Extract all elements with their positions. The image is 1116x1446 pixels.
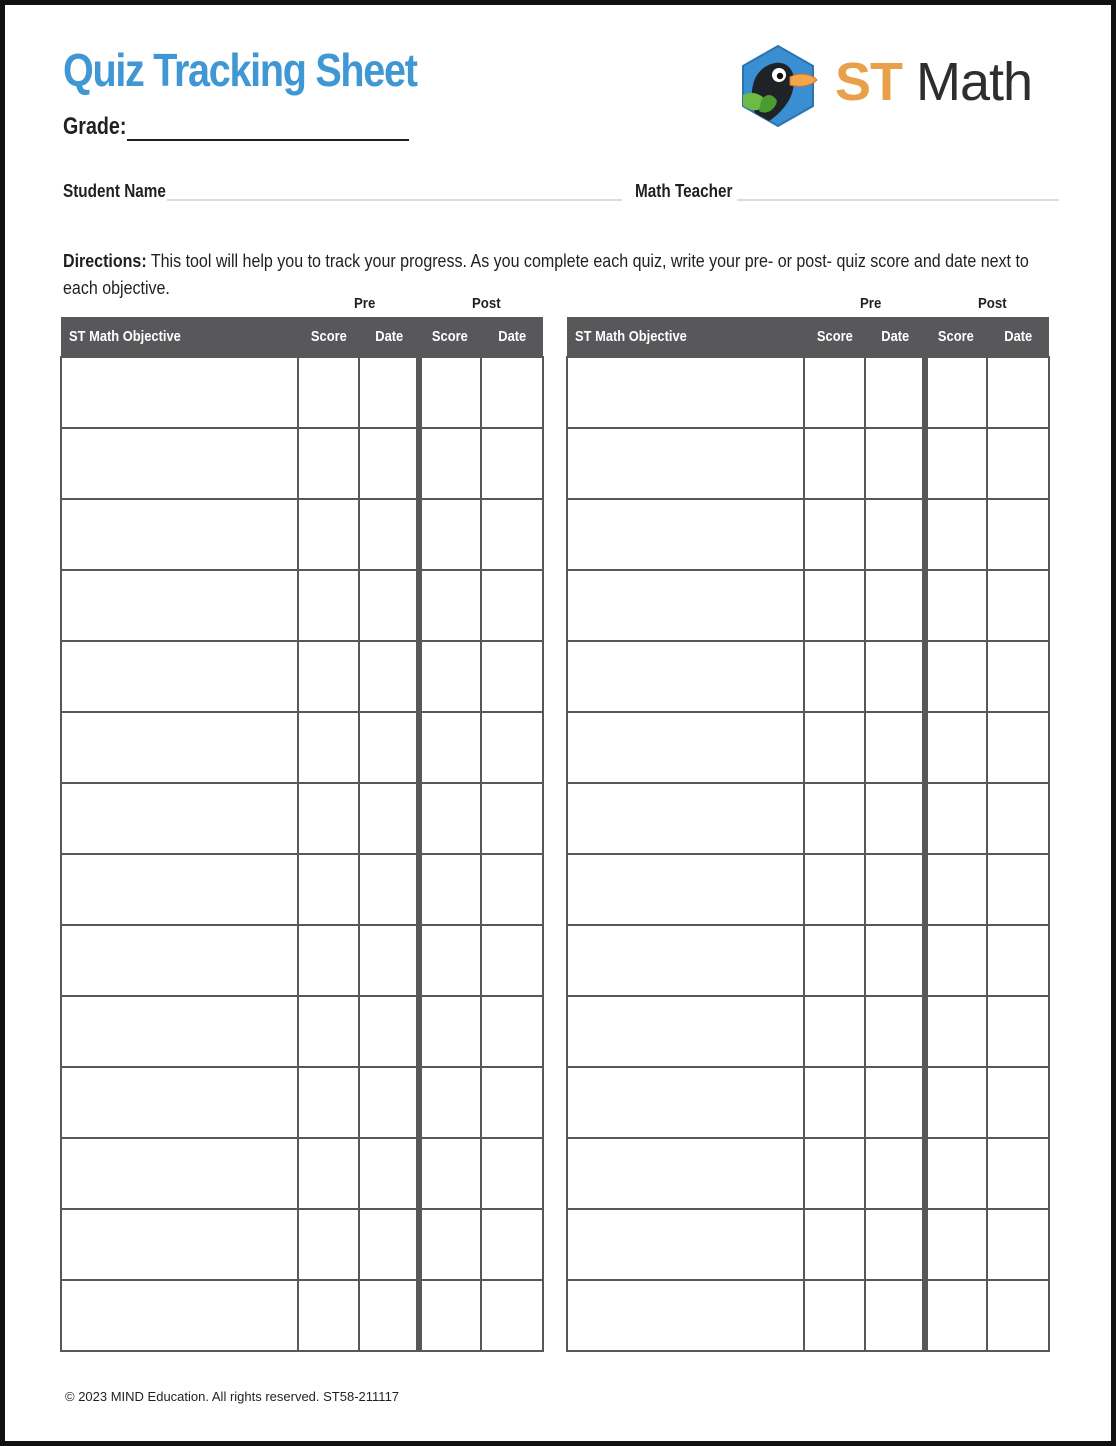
tracking-table-right xyxy=(566,317,1050,1352)
pre-score-cell[interactable] xyxy=(804,925,865,996)
table-row xyxy=(61,1138,543,1209)
pre-score-cell[interactable] xyxy=(298,570,359,641)
objective-cell[interactable] xyxy=(567,1138,804,1209)
pre-score-cell[interactable] xyxy=(298,854,359,925)
post-date-cell[interactable] xyxy=(481,499,543,570)
post-score-cell[interactable] xyxy=(419,854,481,925)
pre-score-cell[interactable] xyxy=(298,641,359,712)
post-score-cell[interactable] xyxy=(925,996,987,1067)
logo-math-text: Math xyxy=(916,52,1033,112)
table-row xyxy=(567,570,1049,641)
objective-cell[interactable] xyxy=(567,357,804,428)
post-date-column-header: Date xyxy=(481,317,543,357)
post-score-cell[interactable] xyxy=(925,357,987,428)
post-date-cell[interactable] xyxy=(481,570,543,641)
pre-date-cell[interactable] xyxy=(865,854,925,925)
post-date-cell[interactable] xyxy=(987,357,1049,428)
penguin-mascot-icon xyxy=(735,43,821,129)
post-date-cell[interactable] xyxy=(987,854,1049,925)
pre-date-cell[interactable] xyxy=(865,1067,925,1138)
post-date-cell[interactable] xyxy=(987,783,1049,854)
table-row xyxy=(61,570,543,641)
post-date-cell[interactable] xyxy=(481,996,543,1067)
objective-cell[interactable] xyxy=(567,712,804,783)
objective-cell[interactable] xyxy=(61,1280,298,1351)
table-row xyxy=(61,1209,543,1280)
pre-date-cell[interactable] xyxy=(865,499,925,570)
post-score-column-header: Score xyxy=(925,317,987,357)
table-row xyxy=(61,854,543,925)
post-score-cell[interactable] xyxy=(925,1138,987,1209)
table-row xyxy=(61,1280,543,1351)
objective-cell[interactable] xyxy=(567,570,804,641)
post-score-cell[interactable] xyxy=(419,499,481,570)
table-row xyxy=(61,357,543,428)
pre-date-cell[interactable] xyxy=(359,1280,419,1351)
pre-date-cell[interactable] xyxy=(359,1067,419,1138)
table-row xyxy=(61,499,543,570)
post-date-cell[interactable] xyxy=(481,925,543,996)
grade-field-line[interactable] xyxy=(127,139,409,141)
objective-cell[interactable] xyxy=(567,428,804,499)
post-date-cell[interactable] xyxy=(481,1138,543,1209)
post-date-cell[interactable] xyxy=(481,1209,543,1280)
objective-cell[interactable] xyxy=(61,499,298,570)
st-math-logo xyxy=(735,43,1045,133)
post-score-cell[interactable] xyxy=(925,712,987,783)
pre-score-cell[interactable] xyxy=(298,712,359,783)
post-date-cell[interactable] xyxy=(481,641,543,712)
table-row xyxy=(567,641,1049,712)
pre-score-cell[interactable] xyxy=(298,499,359,570)
post-group-label: Post xyxy=(472,295,501,312)
post-score-cell[interactable] xyxy=(925,1067,987,1138)
pre-score-cell[interactable] xyxy=(298,428,359,499)
pre-score-cell[interactable] xyxy=(804,641,865,712)
objective-column-header: ST Math Objective xyxy=(61,317,298,357)
pre-date-column-header: Date xyxy=(865,317,925,357)
table-row xyxy=(61,925,543,996)
pre-score-cell[interactable] xyxy=(298,1209,359,1280)
pre-date-cell[interactable] xyxy=(865,996,925,1067)
pre-score-cell[interactable] xyxy=(804,570,865,641)
pre-group-label: Pre xyxy=(860,295,882,312)
objective-cell[interactable] xyxy=(61,854,298,925)
post-date-cell[interactable] xyxy=(987,1067,1049,1138)
logo-wordmark xyxy=(835,51,1032,113)
page-title: Quiz Tracking Sheet xyxy=(63,44,417,96)
post-score-cell[interactable] xyxy=(419,570,481,641)
pre-score-cell[interactable] xyxy=(298,925,359,996)
objective-cell[interactable] xyxy=(61,925,298,996)
pre-score-cell[interactable] xyxy=(804,1280,865,1351)
table-row xyxy=(567,499,1049,570)
post-date-cell[interactable] xyxy=(987,925,1049,996)
pre-score-cell[interactable] xyxy=(804,357,865,428)
objective-cell[interactable] xyxy=(567,925,804,996)
table-header-row xyxy=(61,317,543,357)
table-row xyxy=(567,783,1049,854)
table-row xyxy=(61,641,543,712)
post-date-cell[interactable] xyxy=(987,641,1049,712)
table-row xyxy=(61,428,543,499)
post-score-cell[interactable] xyxy=(419,1138,481,1209)
table-row xyxy=(61,783,543,854)
post-date-cell[interactable] xyxy=(987,1280,1049,1351)
objective-cell[interactable] xyxy=(567,499,804,570)
post-score-cell[interactable] xyxy=(419,783,481,854)
pre-date-cell[interactable] xyxy=(865,641,925,712)
objective-cell[interactable] xyxy=(567,641,804,712)
post-score-cell[interactable] xyxy=(925,925,987,996)
pre-date-cell[interactable] xyxy=(359,428,419,499)
pre-date-cell[interactable] xyxy=(359,712,419,783)
pre-score-cell[interactable] xyxy=(804,499,865,570)
pre-score-cell[interactable] xyxy=(804,712,865,783)
pre-date-cell[interactable] xyxy=(865,357,925,428)
logo-st-text: ST xyxy=(835,52,903,112)
post-score-cell[interactable] xyxy=(925,428,987,499)
pre-score-cell[interactable] xyxy=(804,1067,865,1138)
table-row xyxy=(61,712,543,783)
post-score-cell[interactable] xyxy=(419,712,481,783)
post-date-cell[interactable] xyxy=(987,996,1049,1067)
post-score-cell[interactable] xyxy=(419,925,481,996)
pre-score-cell[interactable] xyxy=(804,428,865,499)
pre-score-cell[interactable] xyxy=(804,996,865,1067)
post-group-label: Post xyxy=(978,295,1007,312)
table-row xyxy=(567,1280,1049,1351)
table-row xyxy=(567,712,1049,783)
pre-date-cell[interactable] xyxy=(359,996,419,1067)
directions-body: This tool will help you to track your progress. As you complete each quiz, write your pre- or post- quiz score and date next to each objective. xyxy=(63,251,1029,298)
post-date-cell[interactable] xyxy=(481,1067,543,1138)
objective-cell[interactable] xyxy=(61,641,298,712)
objective-cell[interactable] xyxy=(567,1209,804,1280)
tracking-table-left xyxy=(60,317,544,1352)
table-row xyxy=(567,428,1049,499)
table-row xyxy=(567,1067,1049,1138)
post-date-cell[interactable] xyxy=(481,854,543,925)
table-row xyxy=(567,1209,1049,1280)
table-row xyxy=(567,996,1049,1067)
table-row xyxy=(567,1138,1049,1209)
post-date-cell[interactable] xyxy=(987,1209,1049,1280)
objective-cell[interactable] xyxy=(61,428,298,499)
pre-score-cell[interactable] xyxy=(298,1138,359,1209)
table-body xyxy=(61,357,543,1351)
post-score-cell[interactable] xyxy=(925,854,987,925)
objective-cell[interactable] xyxy=(61,1067,298,1138)
pre-score-cell[interactable] xyxy=(298,357,359,428)
table-row xyxy=(61,1067,543,1138)
post-score-cell[interactable] xyxy=(925,641,987,712)
objective-cell[interactable] xyxy=(61,570,298,641)
objective-column-header: ST Math Objective xyxy=(567,317,804,357)
post-date-cell[interactable] xyxy=(987,570,1049,641)
pre-date-cell[interactable] xyxy=(359,570,419,641)
grade-label: Grade: xyxy=(63,113,127,140)
pre-date-cell[interactable] xyxy=(865,925,925,996)
post-date-cell[interactable] xyxy=(987,1138,1049,1209)
post-score-column-header: Score xyxy=(419,317,481,357)
table-row xyxy=(567,357,1049,428)
post-score-cell[interactable] xyxy=(925,1209,987,1280)
student-name-field[interactable] xyxy=(167,199,622,201)
copyright-footer: © 2023 MIND Education. All rights reserved. ST58-211117 xyxy=(65,1389,400,1404)
objective-cell[interactable] xyxy=(567,1280,804,1351)
pre-date-cell[interactable] xyxy=(865,1209,925,1280)
table-row xyxy=(567,925,1049,996)
post-score-cell[interactable] xyxy=(419,1067,481,1138)
post-score-cell[interactable] xyxy=(419,1280,481,1351)
pre-date-cell[interactable] xyxy=(865,783,925,854)
post-score-cell[interactable] xyxy=(419,1209,481,1280)
pre-score-cell[interactable] xyxy=(804,1209,865,1280)
table-row xyxy=(567,854,1049,925)
pre-date-cell[interactable] xyxy=(865,1280,925,1351)
pre-date-cell[interactable] xyxy=(359,641,419,712)
post-score-cell[interactable] xyxy=(419,996,481,1067)
pre-group-label: Pre xyxy=(354,295,376,312)
pre-score-column-header: Score xyxy=(804,317,865,357)
post-score-cell[interactable] xyxy=(925,783,987,854)
pre-date-cell[interactable] xyxy=(359,1209,419,1280)
objective-cell[interactable] xyxy=(61,1209,298,1280)
directions-text xyxy=(63,248,1042,302)
objective-cell[interactable] xyxy=(61,1138,298,1209)
pre-score-cell[interactable] xyxy=(298,1280,359,1351)
post-date-cell[interactable] xyxy=(987,499,1049,570)
post-date-cell[interactable] xyxy=(481,712,543,783)
pre-score-cell[interactable] xyxy=(804,854,865,925)
post-date-cell[interactable] xyxy=(481,357,543,428)
pre-date-cell[interactable] xyxy=(359,1138,419,1209)
post-score-cell[interactable] xyxy=(925,499,987,570)
table-body xyxy=(567,357,1049,1351)
pre-date-cell[interactable] xyxy=(359,854,419,925)
pre-score-cell[interactable] xyxy=(804,1138,865,1209)
post-date-cell[interactable] xyxy=(987,712,1049,783)
pre-date-cell[interactable] xyxy=(359,783,419,854)
pre-score-cell[interactable] xyxy=(298,783,359,854)
post-date-cell[interactable] xyxy=(987,428,1049,499)
directions-label: Directions: xyxy=(63,251,147,271)
math-teacher-label: Math Teacher xyxy=(635,181,733,201)
objective-cell[interactable] xyxy=(61,712,298,783)
pre-date-cell[interactable] xyxy=(865,1138,925,1209)
pre-date-column-header: Date xyxy=(359,317,419,357)
table-row xyxy=(61,996,543,1067)
post-date-column-header: Date xyxy=(987,317,1049,357)
objective-cell[interactable] xyxy=(61,783,298,854)
pre-score-cell[interactable] xyxy=(298,1067,359,1138)
pre-score-cell[interactable] xyxy=(298,996,359,1067)
objective-cell[interactable] xyxy=(567,996,804,1067)
objective-cell[interactable] xyxy=(567,854,804,925)
pre-date-cell[interactable] xyxy=(865,428,925,499)
pre-date-cell[interactable] xyxy=(865,570,925,641)
objective-cell[interactable] xyxy=(61,357,298,428)
post-score-cell[interactable] xyxy=(419,357,481,428)
post-date-cell[interactable] xyxy=(481,783,543,854)
post-score-cell[interactable] xyxy=(419,641,481,712)
pre-date-cell[interactable] xyxy=(359,357,419,428)
pre-score-cell[interactable] xyxy=(804,783,865,854)
post-score-cell[interactable] xyxy=(419,428,481,499)
pre-date-cell[interactable] xyxy=(359,925,419,996)
pre-date-cell[interactable] xyxy=(359,499,419,570)
post-date-cell[interactable] xyxy=(481,1280,543,1351)
post-score-cell[interactable] xyxy=(925,570,987,641)
pre-date-cell[interactable] xyxy=(865,712,925,783)
objective-cell[interactable] xyxy=(61,996,298,1067)
pre-score-column-header: Score xyxy=(298,317,359,357)
math-teacher-field[interactable] xyxy=(737,199,1059,201)
student-name-label: Student Name xyxy=(63,181,166,201)
objective-cell[interactable] xyxy=(567,1067,804,1138)
post-date-cell[interactable] xyxy=(481,428,543,499)
post-score-cell[interactable] xyxy=(925,1280,987,1351)
table-header-row xyxy=(567,317,1049,357)
objective-cell[interactable] xyxy=(567,783,804,854)
